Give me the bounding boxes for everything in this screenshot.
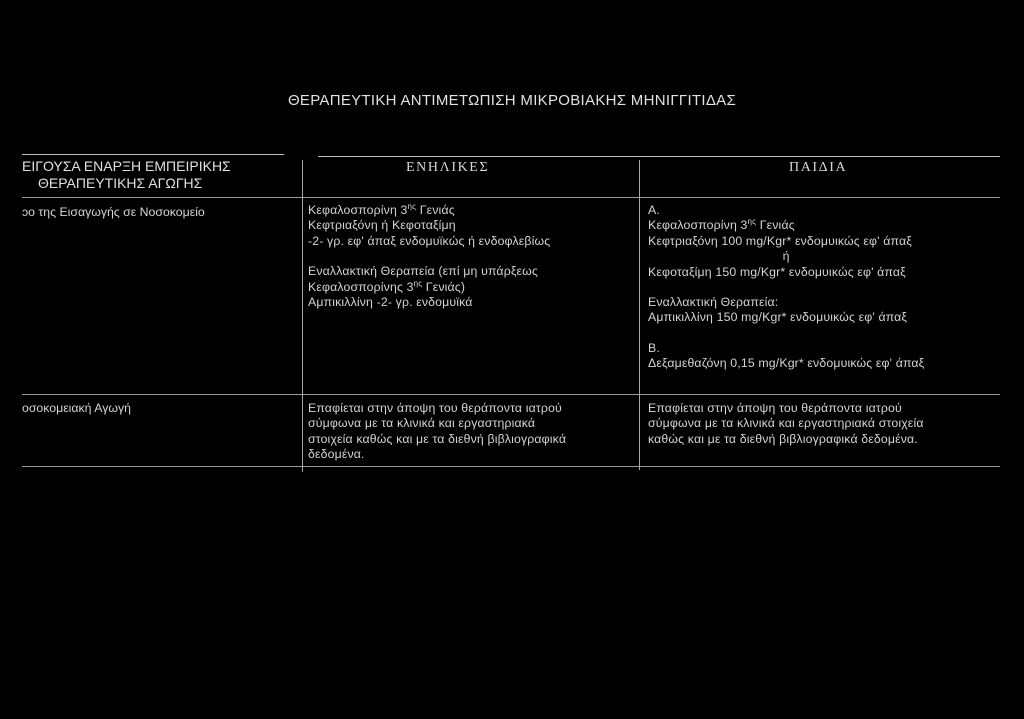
adults-ceftriaxone-line: Κεφτριαξόνη ή Κεφοταξίμη (308, 218, 456, 233)
children-section-a-label: Α. (648, 203, 660, 217)
header-adults: ΕΝΗΛΙΚΕΣ (406, 160, 490, 175)
row2-children-cell (648, 401, 924, 447)
children-hospital-line1: Επαφίεται στην άποψη του θεράποντα ιατρού (648, 401, 902, 415)
adults-hospital-line1: Επαφίεται στην άποψη του θεράποντα ιατρού (308, 401, 562, 415)
header-timing-line1: ΕΙΓΟΥΣΑ ΕΝΑΡΞΗ ΕΜΠΕΙΡΙΚΗΣ (22, 158, 231, 174)
children-cephalosporin-line: Κεφαλοσπορίνη $3^{\eta\varsigma}$ Γενιάς (648, 217, 795, 233)
adults-alt-therapy-line: Εναλλακτική Θεραπεία (επί μη υπάρξεως (308, 264, 538, 279)
table-top-border-left (22, 154, 284, 155)
row1-bottom-border (22, 394, 1000, 395)
adults-ampicillin-line: Αμπικιλλίνη -2- γρ. ενδομυϊκά (308, 295, 473, 310)
header-children: ΠΑΙΔΙΑ (789, 160, 848, 175)
column-divider-1 (302, 160, 303, 472)
column-divider-2 (639, 160, 640, 470)
children-hospital-line2: σύμφωνα με τα κλινικά και εργαστηριακά στοιχεία (648, 416, 924, 431)
adults-hospital-line2: σύμφωνα με τα κλινικά και εργαστηριακά (308, 416, 536, 431)
table-top-border (318, 156, 1000, 157)
row1-adults-cell (308, 203, 550, 310)
header-bottom-border (22, 197, 1000, 198)
header-timing-line2: ΘΕΡΑΠΕΥΤΙΚΗΣ ΑΓΩΓΗΣ (38, 175, 203, 191)
row1-children-cell (648, 203, 924, 372)
children-hospital-line3: καθώς και με τα διεθνή βιβλιογραφικά δεδομένα. (648, 431, 918, 446)
adults-hospital-line3: στοιχεία καθώς και με τα διεθνή βιβλιογραφικά (308, 431, 567, 446)
page-title: ΘΕΡΑΠΕΥΤΙΚΗ ΑΝΤΙΜΕΤΩΠΙΣΗ ΜΙΚΡΟΒΙΑΚΗΣ ΜΗΝΙΓΓΙΤΙΔΑΣ (287, 92, 737, 109)
adults-dose-line: -2- γρ. εφ' άπαξ ενδομυϊκώς ή ενδοφλεβίως (308, 233, 551, 248)
children-alt-therapy-label: Εναλλακτική Θεραπεία: (648, 295, 779, 310)
table-bottom-border (22, 466, 1000, 467)
row1-label: ͻο της Εισαγωγής σε Νοσοκομείο (22, 205, 205, 219)
row2-adults-cell (308, 401, 566, 463)
children-cefotaxime-line: Κεφοταξίμη 150 mg/Kgr* ενδομυικώς εφ' άπαξ (648, 264, 906, 279)
children-dexamethasone-line: Δεξαμεθαζόνη 0,15 mg/Kgr* ενδομυικώς εφ' άπαξ (648, 356, 925, 371)
children-section-b-label: Β. (648, 340, 660, 355)
children-ceftriaxone-line: Κεφτριαξόνη 100 mg/Kgr* ενδομυικώς εφ' άπαξ (648, 233, 912, 248)
adults-cephalosporin-line: Κεφαλοσπορίνη $3^{\eta\varsigma}$ Γενιάς (308, 202, 455, 217)
children-ampicillin-line: Αμπικιλλίνη 150 mg/Kgr* ενδομυικώς εφ' άπαξ (648, 310, 908, 325)
row2-label: οσοκομειακή Αγωγή (22, 401, 131, 415)
adults-hospital-line4: δεδομένα. (308, 447, 365, 462)
adults-alt-cephalosporin-line: Κεφαλοσπορίνης $3^{\eta\varsigma}$ Γενιάς) (308, 278, 466, 294)
children-or-line: ή (782, 249, 790, 264)
header-timing-column (22, 158, 231, 192)
